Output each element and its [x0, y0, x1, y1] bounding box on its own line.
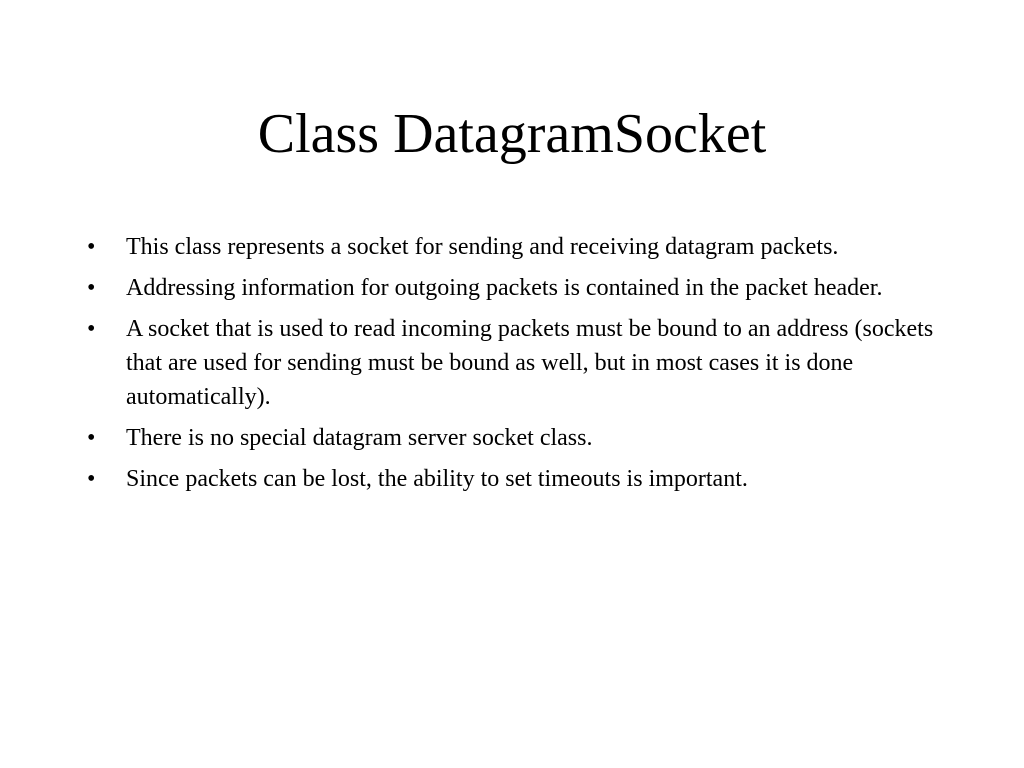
bullet-text: Addressing information for outgoing packets is contained in the packet header. — [126, 275, 883, 301]
bullet-icon: • — [87, 316, 96, 342]
bullet-text: This class represents a socket for sending and receiving datagram packets. — [126, 234, 839, 260]
bullet-icon: • — [87, 466, 96, 492]
bullet-icon: • — [87, 234, 96, 260]
bullet-item — [83, 312, 943, 414]
slide-title: Class DatagramSocket — [257, 103, 767, 165]
bullet-item — [83, 421, 943, 455]
bullet-item — [83, 462, 943, 496]
bullet-list — [83, 230, 943, 503]
bullet-item — [83, 271, 943, 305]
bullet-text: There is no special datagram server socket class. — [126, 425, 593, 451]
bullet-item — [83, 230, 943, 264]
bullet-icon: • — [87, 275, 96, 301]
bullet-text: Since packets can be lost, the ability to set timeouts is important. — [126, 466, 748, 492]
bullet-text: A socket that is used to read incoming packets must be bound to an address (sockets that are used for sending must be bound as well, but in most cases it is done automatically). — [126, 316, 934, 410]
bullet-icon: • — [87, 425, 96, 451]
